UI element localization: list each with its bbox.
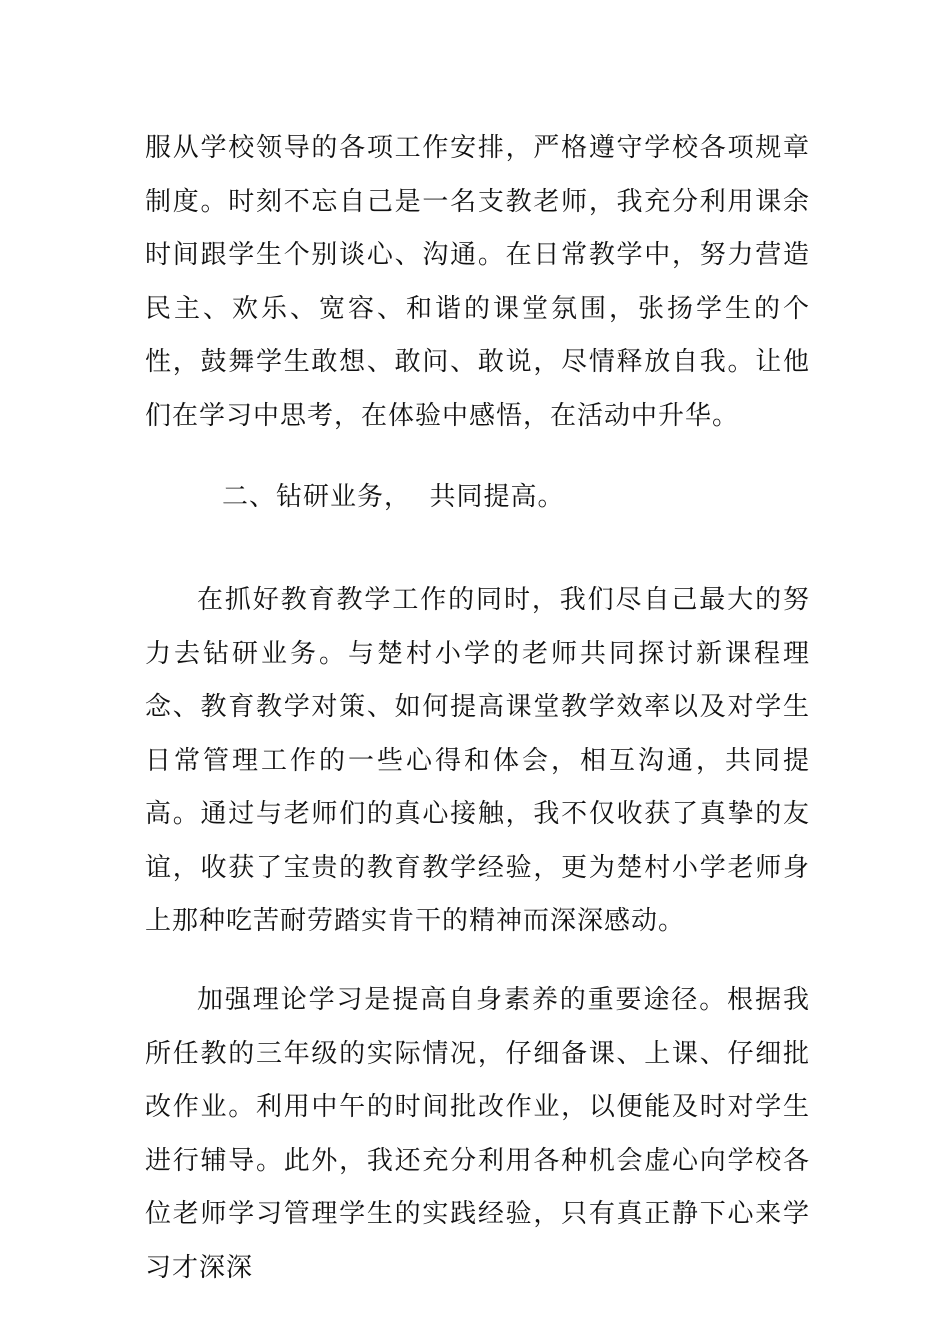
paragraph-research: 在抓好教育教学工作的同时，我们尽自己最大的努力去钻研业务。与楚村小学的老师共同探讨新课程理念、教育教学对策、如何提高课堂教学效率以及对学生日常管理工作的一些心得和体会，相互沟通，共同提高。通过与老师们的真心接触，我不仅收获了真挚的友谊，收获了宝贵的教育教学经验，更为楚村小学老师身上那种吃苦耐劳踏实肯干的精神而深深感动。 xyxy=(145,585,810,936)
paragraph-continued: 服从学校领导的各项工作安排，严格遵守学校各项规章制度。时刻不忘自己是一名支教老师，我充分利用课余时间跟学生个别谈心、沟通。在日常教学中，努力营造民主、欢乐、宽容、和谐的课堂氛围，张扬学生的个性，鼓舞学生敢想、敢问、敢说，尽情释放自我。让他们在学习中思考，在体验中感悟，在活动中升华。 xyxy=(145,133,810,431)
section-heading-2: 二、钻研业务， 共同提高。 xyxy=(222,482,565,512)
paragraph-theory-study: 加强理论学习是提高自身素养的重要途径。根据我所任教的三年级的实际情况，仔细备课、上课、仔细批改作业。利用中午的时间批改作业，以便能及时对学生进行辅导。此外，我还充分利用各种机会虚心向学校各位老师学习管理学生的实践经验，只有真正静下心来学习才深深 xyxy=(145,985,810,1283)
